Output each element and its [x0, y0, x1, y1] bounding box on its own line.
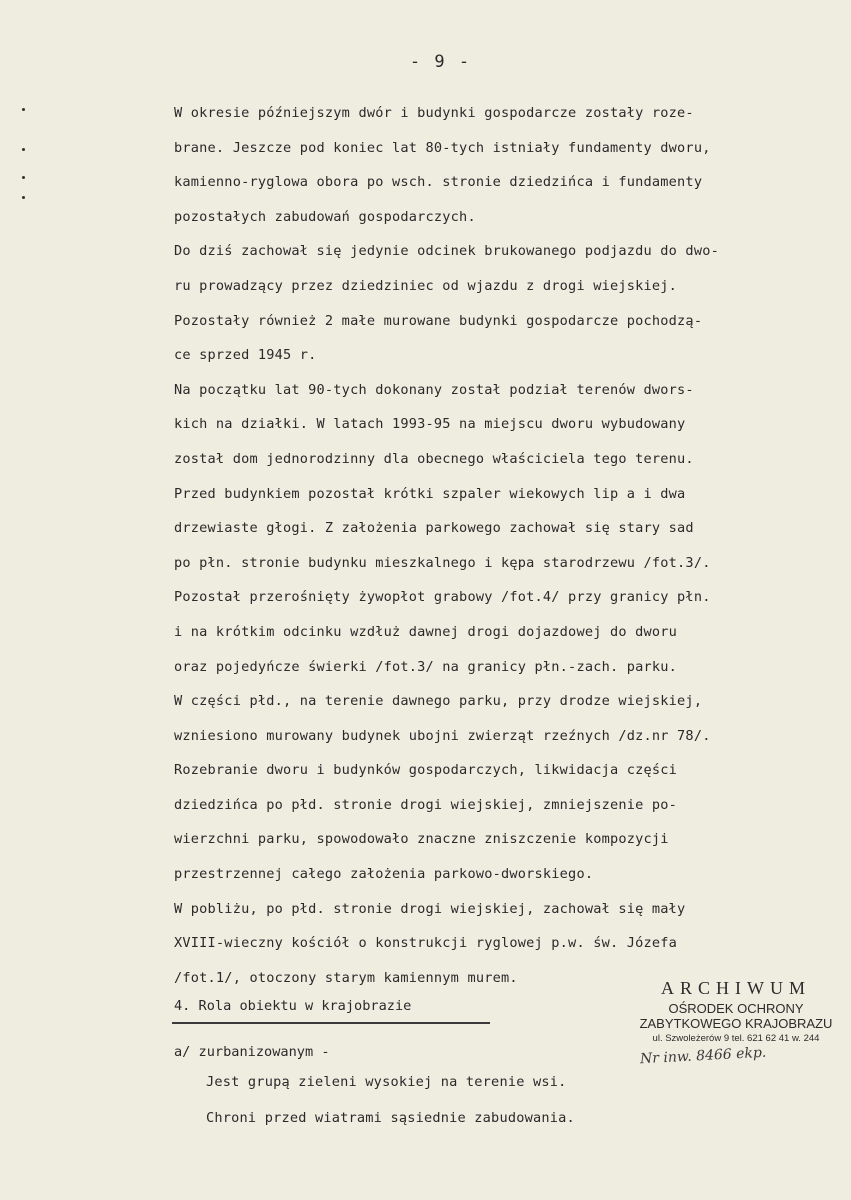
text-line: wierzchni parku, spowodowało znaczne zniszczenie kompozycji — [174, 831, 669, 848]
text-line: drzewiaste głogi. Z założenia parkowego zachował się stary sad — [174, 520, 694, 537]
stamp-title: ARCHIWUM — [661, 978, 811, 998]
text-line: Do dziś zachował się jedynie odcinek brukowanego podjazdu do dwo- — [174, 243, 719, 260]
text-line: został dom jednorodzinny dla obecnego właściciela tego terenu. — [174, 450, 694, 467]
subsection-label: a/ zurbanizowanym - — [174, 1044, 330, 1060]
text-line: W pobliżu, po płd. stronie drogi wiejskiej, zachował się mały — [174, 900, 686, 917]
heading-underline — [172, 1022, 490, 1024]
archive-stamp — [626, 978, 846, 1044]
text-line: dziedzińca po płd. stronie drogi wiejskiej, zmniejszenie po- — [174, 796, 678, 813]
subsection-body — [206, 1064, 575, 1136]
text-line: W okresie późniejszym dwór i budynki gospodarcze zostały roze- — [174, 105, 694, 121]
text-line: wzniesiono murowany budynek ubojni zwierząt rzeźnych /dz.nr 78/. — [174, 727, 711, 744]
text-line: kamienno-ryglowa obora po wsch. stronie dziedzińca i fundamenty — [174, 174, 703, 191]
text-line: Pozostały również 2 małe murowane budynki gospodarcze pochodzą- — [174, 312, 703, 329]
text-line: Rozebranie dworu i budynków gospodarczych, likwidacja części — [174, 762, 678, 779]
margin-mark — [22, 176, 25, 179]
text-line: Pozostał przerośnięty żywopłot grabowy /fot.4/ przy granicy płn. — [174, 589, 711, 606]
text-line: pozostałych zabudowań gospodarczych. — [174, 208, 476, 225]
text-line: Chroni przed wiatrami sąsiednie zabudowania. — [206, 1110, 575, 1126]
page-number: - 9 - — [409, 52, 472, 72]
stamp-line: ZABYTKOWEGO KRAJOBRAZU — [639, 1016, 833, 1031]
margin-mark — [22, 196, 25, 199]
text-line: Przed budynkiem pozostał krótki szpaler wiekowych lip a i dwa — [174, 485, 686, 502]
text-line: Na początku lat 90-tych dokonany został podział terenów dwors- — [174, 381, 694, 398]
stamp-line: OŚRODEK OCHRONY — [668, 1001, 804, 1016]
text-line: /fot.1/, otoczony starym kamiennym murem. — [174, 969, 518, 986]
text-line: ru prowadzący przez dziedziniec od wjazdu z drogi wiejskiej. — [174, 277, 678, 294]
text-line: XVIII-wieczny kościół o konstrukcji ryglowej p.w. św. Józefa — [174, 935, 678, 952]
body-paragraph — [174, 96, 851, 995]
text-line: po płn. stronie budynku mieszkalnego i kępa starodrzewu /fot.3/. — [174, 554, 711, 571]
text-line: brane. Jeszcze pod koniec lat 80-tych istniały fundamenty dworu, — [174, 139, 711, 156]
text-line: Jest grupą zieleni wysokiej na terenie wsi. — [206, 1074, 567, 1090]
text-line: ce sprzed 1945 r. — [174, 347, 317, 364]
margin-mark — [22, 148, 25, 151]
text-line: kich na działki. W latach 1993-95 na miejscu dworu wybudowany — [174, 416, 686, 433]
section-heading: 4. Rola obiektu w krajobrazie — [174, 998, 412, 1014]
text-line: W części płd., na terenie dawnego parku, przy drodze wiejskiej, — [174, 693, 703, 710]
handwritten-inventory-note: Nr inw. 8466 ekp. — [639, 1044, 767, 1068]
stamp-address: ul. Szwoleżerów 9 tel. 621 62 41 w. 244 — [652, 1033, 820, 1044]
text-line: oraz pojedyńcze świerki /fot.3/ na granicy płn.-zach. parku. — [174, 658, 678, 675]
text-line: przestrzennej całego założenia parkowo-dworskiego. — [174, 866, 594, 883]
margin-mark — [22, 108, 25, 111]
text-line: i na krótkim odcinku wzdłuż dawnej drogi dojazdowej do dworu — [174, 623, 678, 640]
